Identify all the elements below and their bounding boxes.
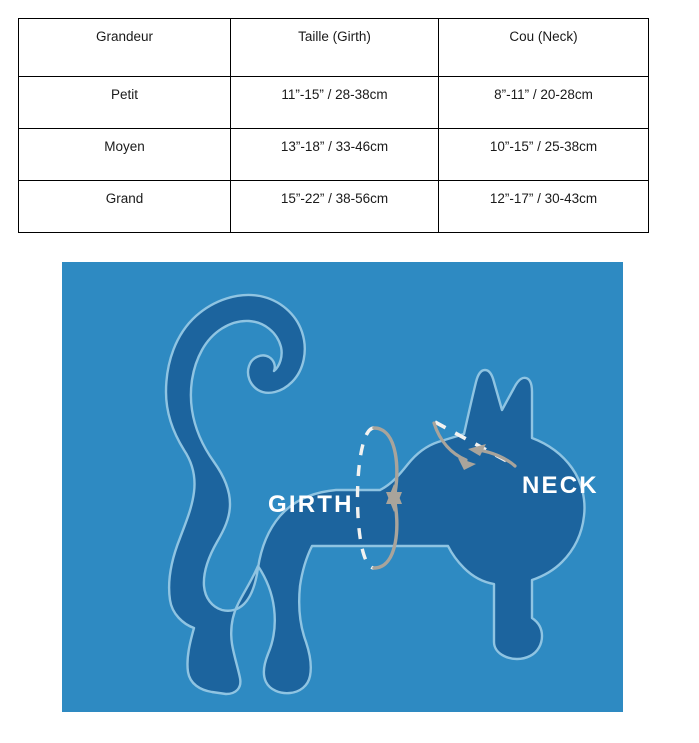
table-row [19,181,649,233]
cell-girth: 15”-22” / 38-56cm [231,181,439,233]
neck-label: NECK [522,472,599,499]
cell-size: Grand [19,181,231,233]
column-header-neck: Cou (Neck) [439,19,649,77]
cell-size: Petit [19,77,231,129]
table-row [19,129,649,181]
cell-neck: 12”-17” / 30-43cm [439,181,649,233]
measurement-illustration [62,262,623,712]
cell-neck: 10”-15” / 25-38cm [439,129,649,181]
cell-girth: 11”-15” / 28-38cm [231,77,439,129]
table-row [19,77,649,129]
column-header-girth: Taille (Girth) [231,19,439,77]
size-chart-table [18,18,649,233]
cat-measurement-diagram [62,262,623,712]
girth-label: GIRTH [268,491,354,518]
cell-size: Moyen [19,129,231,181]
column-header-size: Grandeur [19,19,231,77]
cell-neck: 8”-11” / 20-28cm [439,77,649,129]
table-header-row [19,19,649,77]
cell-girth: 13”-18” / 33-46cm [231,129,439,181]
size-chart-table-container [18,18,648,233]
